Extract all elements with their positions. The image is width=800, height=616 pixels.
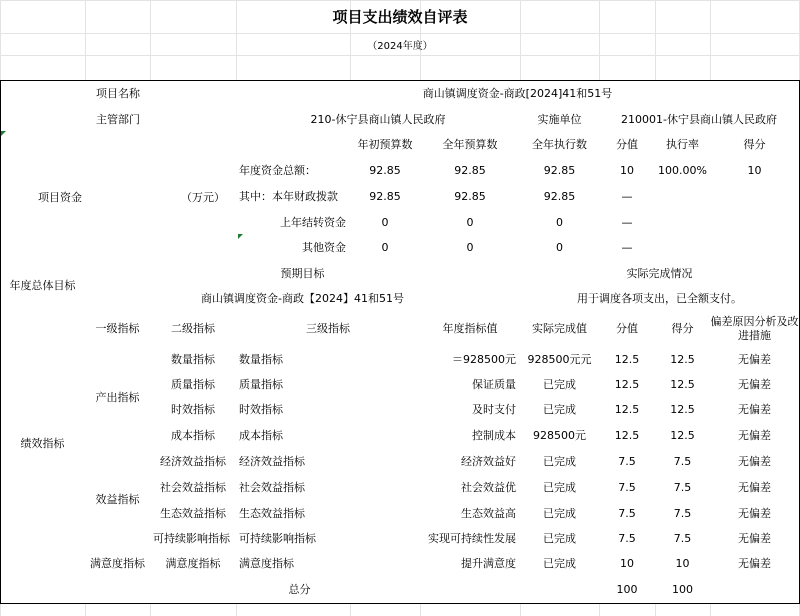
perf-row-actual: 已完成 (520, 501, 600, 527)
perf-row-actual: 已完成 (520, 372, 600, 398)
perf-row-l2: 生态效益指标 (150, 501, 237, 527)
perf-row-score: 10 (599, 551, 656, 578)
perf-row-actual: 已完成 (520, 551, 600, 578)
funds-header-4: 执行率 (655, 132, 711, 159)
perf-row-got: 12.5 (655, 397, 711, 424)
perf-header-3: 年度指标值 (420, 311, 521, 348)
perf-row-score: 7.5 (599, 475, 656, 502)
perf-row-l3: 生态效益指标 (236, 501, 421, 527)
perf-row-note: 无偏差 (710, 397, 800, 424)
perf-row-target: 经济效益好 (420, 449, 521, 476)
perf-row-target: 社会效益优 (420, 475, 521, 502)
funds-unit: （万元） (181, 190, 225, 204)
funds-cell: 0 (520, 210, 600, 236)
total-got: 100 (655, 577, 711, 604)
perf-row-target: 保证质量 (420, 372, 521, 398)
perf-row-l3: 时效指标 (236, 397, 421, 424)
funds-cell: 0 (350, 235, 421, 262)
perf-row-l3: 成本指标 (236, 423, 421, 450)
impl-unit-value: 210001-休宁县商山镇人民政府 (599, 107, 800, 133)
perf-row-got: 12.5 (655, 347, 711, 373)
perf-row-got: 7.5 (655, 501, 711, 527)
perf-row-note: 无偏差 (710, 526, 800, 552)
perf-row-got: 7.5 (655, 449, 711, 476)
perf-header-5: 分值 (599, 311, 656, 348)
perf-row-score: 12.5 (599, 372, 656, 398)
funds-cell: 10 (599, 158, 656, 185)
perf-row-score: 7.5 (599, 449, 656, 476)
perf-header-7: 偏差原因分析及改进措施 (710, 311, 800, 348)
funds-header-3: 分值 (599, 132, 656, 159)
perf-row-l3: 社会效益指标 (236, 475, 421, 502)
funds-cell: 10 (710, 158, 800, 185)
goal-actual-value: 用于调度各项支出，已全额支付。 (520, 286, 800, 312)
perf-header-1: 二级指标 (150, 311, 237, 348)
funds-cell: 92.85 (350, 184, 421, 211)
perf-row-l3: 经济效益指标 (236, 449, 421, 476)
perf-row-l2: 时效指标 (150, 397, 237, 424)
perf-row-note: 无偏差 (710, 551, 800, 578)
funds-cell: 92.85 (520, 158, 600, 185)
impl-unit-label: 实施单位 (520, 107, 600, 133)
perf-header-6: 得分 (655, 311, 711, 348)
goal-label: 年度总体目标 (0, 261, 86, 312)
funds-cell: — (599, 210, 656, 236)
perf-row-target: 及时支付 (420, 397, 521, 424)
funds-cell: 100.00% (655, 158, 711, 185)
perf-row-target: ＝928500元 (420, 347, 521, 373)
perf-row-got: 7.5 (655, 475, 711, 502)
perf-label: 绩效指标 (0, 311, 86, 578)
perf-row-score: 12.5 (599, 347, 656, 373)
cell-comment-marker-icon (1, 131, 6, 136)
perf-row-got: 10 (655, 551, 711, 578)
perf-row-note: 无偏差 (710, 372, 800, 398)
funds-cell (710, 235, 800, 262)
perf-row-l2: 满意度指标 (150, 551, 237, 578)
perf-row-l3: 质量指标 (236, 372, 421, 398)
perf-group-satisfaction: 满意度指标 (85, 551, 151, 578)
perf-row-l3: 满意度指标 (236, 551, 421, 578)
funds-cell (710, 184, 800, 211)
funds-row-label: 其中：本年财政拨款 (236, 184, 351, 211)
cell-comment-marker-icon (238, 234, 243, 239)
funds-row-label: 年度资金总额： (236, 158, 351, 185)
funds-corner (236, 132, 351, 159)
perf-row-l2: 成本指标 (150, 423, 237, 450)
perf-header-2: 三级指标 (236, 311, 421, 348)
perf-row-l2: 数量指标 (150, 347, 237, 373)
perf-row-target: 生态效益高 (420, 501, 521, 527)
funds-cell: 92.85 (420, 158, 521, 185)
perf-row-l3: 可持续影响指标 (236, 526, 421, 552)
funds-header-5: 得分 (710, 132, 800, 159)
perf-row-note: 无偏差 (710, 501, 800, 527)
funds-cell: 0 (520, 235, 600, 262)
perf-row-score: 12.5 (599, 397, 656, 424)
funds-row-label: 其他资金 (236, 235, 351, 262)
page-title: 项目支出绩效自评表 (332, 8, 468, 26)
perf-row-l2: 质量指标 (150, 372, 237, 398)
funds-cell: 0 (420, 210, 521, 236)
perf-row-note: 无偏差 (710, 449, 800, 476)
goal-actual-header: 实际完成情况 (520, 261, 800, 287)
goal-expected-value: 商山镇调度资金-商政【2024】41和51号 (85, 286, 521, 312)
funds-row-label: 上年结转资金 (236, 210, 351, 236)
total-label: 总分 (0, 577, 600, 604)
perf-row-note: 无偏差 (710, 423, 800, 450)
perf-row-note: 无偏差 (710, 475, 800, 502)
year-subtitle: （2024年度） (367, 40, 433, 52)
funds-cell: — (599, 184, 656, 211)
goal-expected-header: 预期目标 (85, 261, 521, 287)
funds-cell: — (599, 235, 656, 262)
funds-cell: 92.85 (520, 184, 600, 211)
perf-row-score: 7.5 (599, 526, 656, 552)
funds-cell (655, 210, 711, 236)
funds-cell: 0 (420, 235, 521, 262)
perf-row-note: 无偏差 (710, 347, 800, 373)
perf-row-got: 7.5 (655, 526, 711, 552)
funds-cell: 92.85 (350, 158, 421, 185)
perf-row-actual: 已完成 (520, 526, 600, 552)
funds-label: 项目资金 (38, 190, 82, 204)
total-score: 100 (599, 577, 656, 604)
perf-row-actual: 已完成 (520, 449, 600, 476)
funds-header-0: 年初预算数 (350, 132, 421, 159)
perf-row-l2: 可持续影响指标 (150, 526, 237, 552)
perf-group-benefit: 效益指标 (85, 449, 151, 552)
funds-cell: 0 (350, 210, 421, 236)
perf-row-actual: 928500元元 (520, 347, 600, 373)
perf-row-got: 12.5 (655, 372, 711, 398)
project-name-label: 项目名称 (0, 80, 237, 108)
perf-row-target: 提升满意度 (420, 551, 521, 578)
total-note-empty (710, 577, 800, 604)
perf-row-l3: 数量指标 (236, 347, 421, 373)
perf-group-output: 产出指标 (85, 347, 151, 450)
funds-header-1: 全年预算数 (420, 132, 521, 159)
perf-row-score: 7.5 (599, 501, 656, 527)
dept-label: 主管部门 (0, 107, 237, 133)
perf-row-got: 12.5 (655, 423, 711, 450)
project-name-value: 商山镇调度资金-商政[2024]41和51号 (236, 80, 800, 108)
perf-row-actual: 已完成 (520, 397, 600, 424)
perf-row-score: 12.5 (599, 423, 656, 450)
perf-row-l2: 社会效益指标 (150, 475, 237, 502)
dept-value: 210-休宁县商山镇人民政府 (236, 107, 521, 133)
funds-cell (655, 235, 711, 262)
funds-header-2: 全年执行数 (520, 132, 600, 159)
perf-row-actual: 已完成 (520, 475, 600, 502)
perf-header-4: 实际完成值 (520, 311, 600, 348)
funds-cell (655, 184, 711, 211)
funds-cell (710, 210, 800, 236)
perf-row-l2: 经济效益指标 (150, 449, 237, 476)
perf-row-actual: 928500元 (520, 423, 600, 450)
perf-row-target: 实现可持续性发展 (420, 526, 521, 552)
funds-cell: 92.85 (420, 184, 521, 211)
perf-header-0: 一级指标 (85, 311, 151, 348)
perf-row-target: 控制成本 (420, 423, 521, 450)
